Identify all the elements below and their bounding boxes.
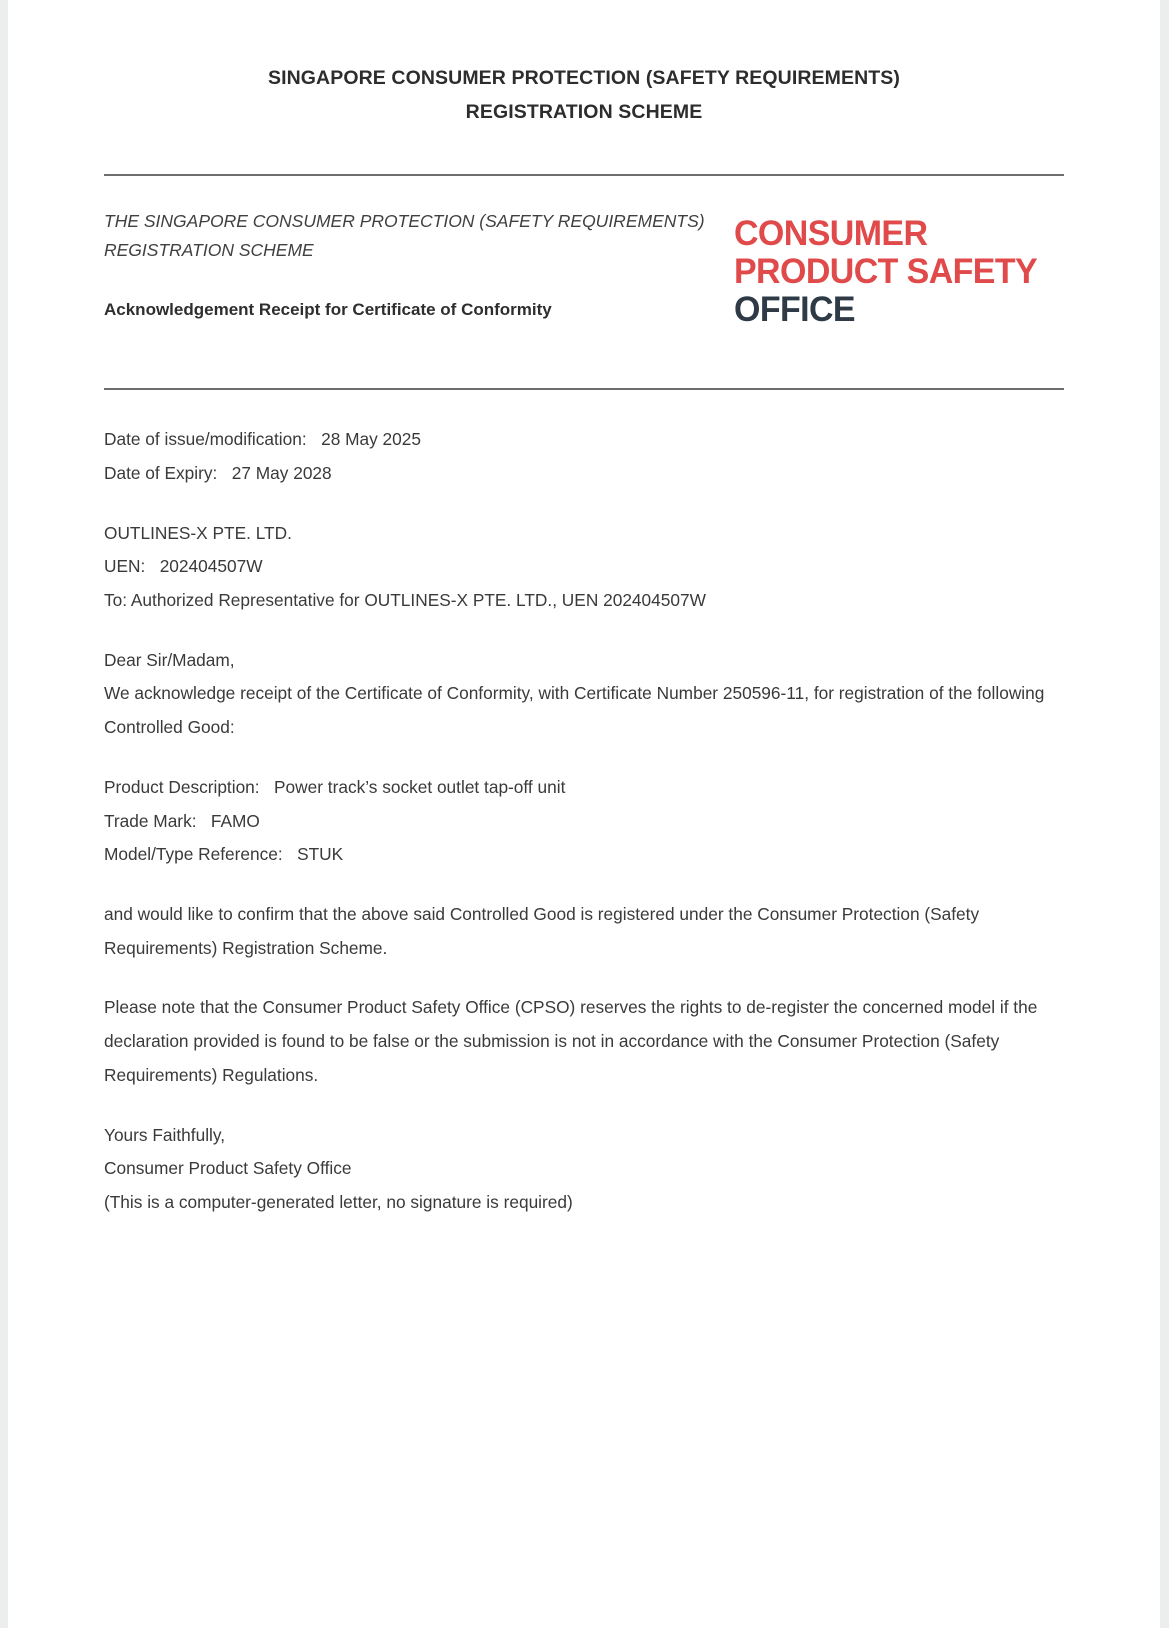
header-band xyxy=(104,176,1064,355)
page-content xyxy=(104,0,1064,1220)
date-of-expiry-line: Date of Expiry: 27 May 2028 xyxy=(104,462,332,483)
spacer xyxy=(104,618,1064,644)
cpso-logo xyxy=(734,207,1064,329)
model-type-reference-line: Model/Type Reference: STUK xyxy=(104,844,344,865)
trade-mark-line: Trade Mark: FAMO xyxy=(104,810,260,831)
date-of-issue-line: Date of issue/modification: 28 May 2025 xyxy=(104,429,421,450)
sign-off: Yours Faithfully, xyxy=(104,1124,226,1145)
salutation: Dear Sir/Madam, xyxy=(104,649,235,670)
spacer xyxy=(104,745,1064,771)
notice-paragraph: Please note that the Consumer Product Safety Office (CPSO) reserves the rights to de-register the concerned model if the declaration provided is found to be false or the submission is not in accordance with the Consumer Protection (Safety Requirements) Regulations. xyxy=(104,997,1043,1085)
spacer xyxy=(104,965,1064,991)
scheme-subtitle xyxy=(104,207,724,266)
spacer xyxy=(104,491,1064,517)
logo-text-office: OFFICE xyxy=(734,290,855,330)
intro-paragraph: We acknowledge receipt of the Certificate of Conformity, with Certificate Number 250596-11, for registration of the following Controlled Good: xyxy=(104,683,1050,738)
document-page xyxy=(8,0,1160,1628)
addressee-line: To: Authorized Representative for OUTLINES-X PTE. LTD., UEN 202404507W xyxy=(104,589,706,610)
company-uen-line: UEN: 202404507W xyxy=(104,556,263,577)
logo-text-product-safety: PRODUCT SAFETY xyxy=(734,252,1038,292)
spacer xyxy=(104,872,1064,898)
page-title-line-2: REGISTRATION SCHEME xyxy=(465,100,703,123)
confirmation-paragraph: and would like to confirm that the above said Controlled Good is registered under the Consumer Protection (Safety Requirements) Registration Scheme. xyxy=(104,903,984,958)
acknowledgement-heading: Acknowledgement Receipt for Certificate of Conformity xyxy=(104,299,552,319)
logo-text-consumer: CONSUMER xyxy=(734,214,928,254)
letter-body xyxy=(104,390,1064,1220)
page-title xyxy=(104,62,1064,129)
signing-office: Consumer Product Safety Office xyxy=(104,1158,352,1179)
computer-generated-note: (This is a computer-generated letter, no signature is required) xyxy=(104,1192,573,1212)
spacer xyxy=(104,1093,1064,1119)
company-name: OUTLINES-X PTE. LTD. xyxy=(104,522,292,543)
scheme-subtitle-line-1: THE SINGAPORE CONSUMER PROTECTION (SAFETY REQUIREMENTS) xyxy=(104,211,705,232)
header-text-block xyxy=(104,207,724,320)
scheme-subtitle-line-2: REGISTRATION SCHEME xyxy=(104,240,314,261)
page-title-line-1: SINGAPORE CONSUMER PROTECTION (SAFETY REQUIREMENTS) xyxy=(267,67,901,89)
product-description-line: Product Description: Power track’s socket outlet tap-off unit xyxy=(104,776,566,797)
